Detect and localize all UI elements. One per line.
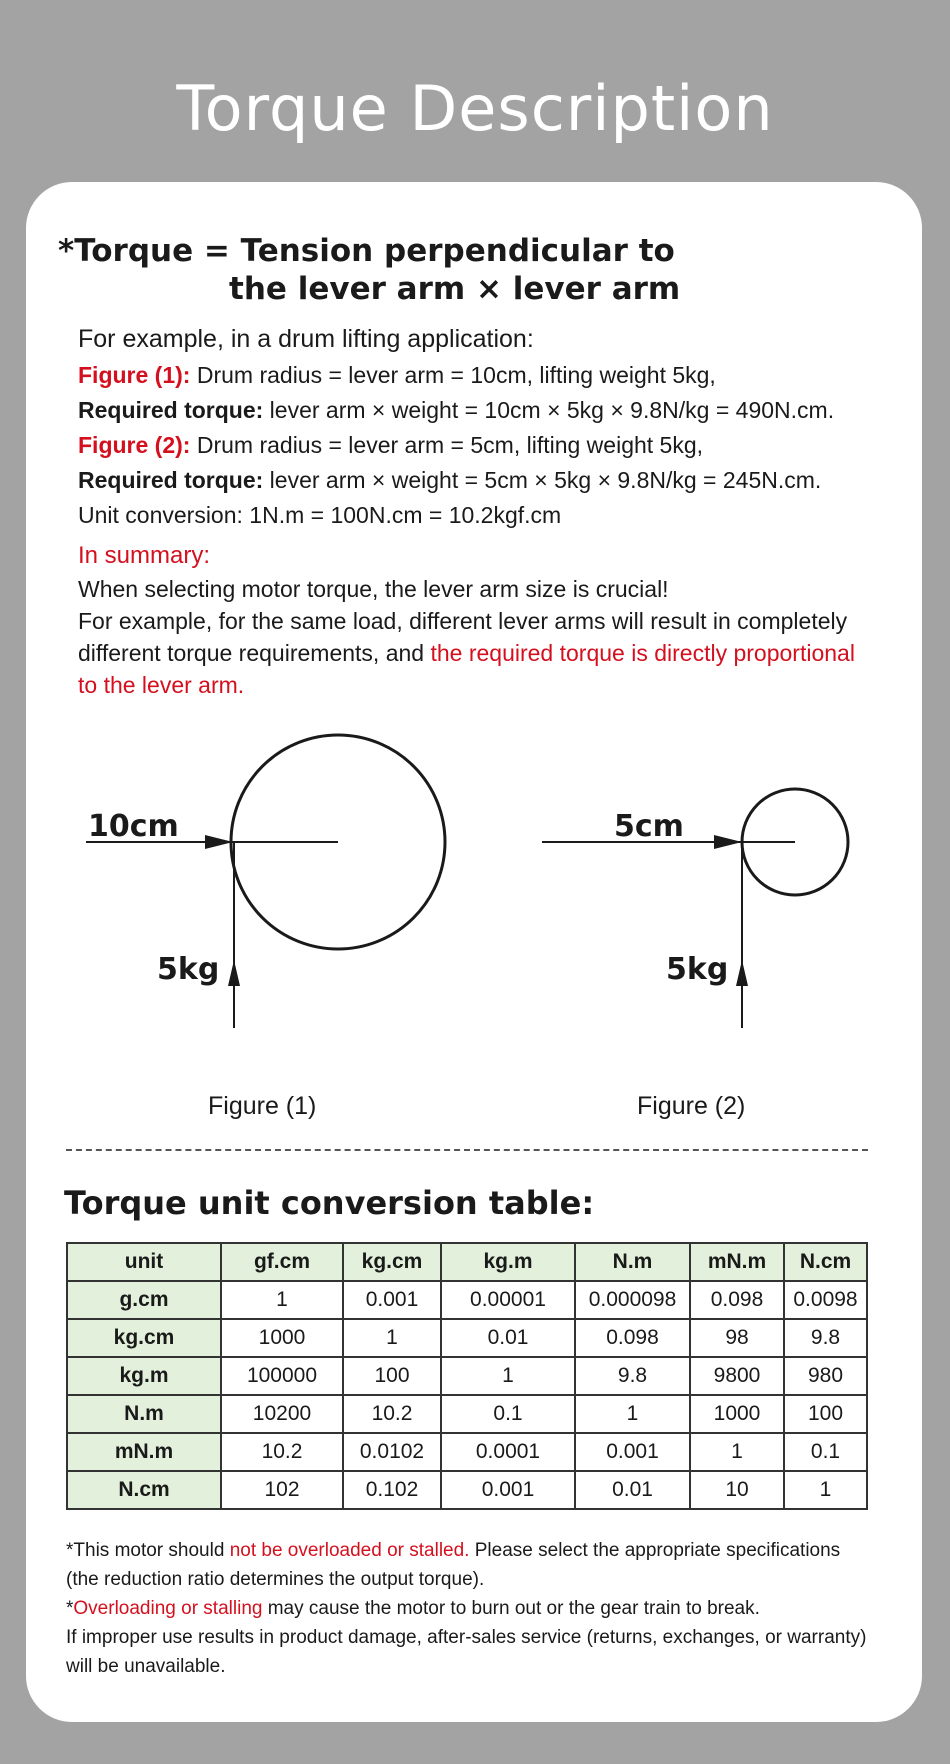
table-row	[67, 1395, 867, 1433]
table-row	[67, 1281, 867, 1319]
table-cell: 980	[784, 1357, 867, 1395]
table-header: unit	[67, 1243, 221, 1281]
note-line-2: (the reduction ratio determines the output torque).	[66, 1569, 485, 1590]
figure1-description	[78, 358, 878, 393]
note-highlight: Overloading or stalling	[73, 1598, 263, 1619]
summary-title: In summary:	[78, 542, 211, 569]
table-body	[67, 1281, 867, 1509]
figure1-arm-label: 10cm	[88, 809, 179, 844]
table-cell: 1	[784, 1471, 867, 1509]
figure1-diagram	[86, 735, 445, 1028]
table-cell: 0.00001	[441, 1281, 575, 1319]
table-cell: 0.0001	[441, 1433, 575, 1471]
torque-formula	[58, 232, 680, 308]
figure2-diagram	[542, 789, 848, 1028]
formula-line-1: *Torque = Tension perpendicular to	[58, 233, 675, 269]
table-cell: 1	[441, 1357, 575, 1395]
required-torque-1-label: Required torque:	[78, 397, 264, 423]
summary-line-4: to the lever arm.	[78, 672, 245, 698]
figure1-lever-arrow	[205, 835, 233, 849]
table-cell: 0.1	[441, 1395, 575, 1433]
note-line-5: will be unavailable.	[66, 1656, 226, 1677]
table-cell: 0.000098	[575, 1281, 690, 1319]
table-row	[67, 1357, 867, 1395]
table-cell: 10.2	[343, 1395, 441, 1433]
warning-notes	[66, 1536, 906, 1681]
table-cell: 0.098	[690, 1281, 784, 1319]
table-cell: 1	[690, 1433, 784, 1471]
row-header: N.m	[67, 1395, 221, 1433]
figure1-weight-label: 5kg	[157, 952, 220, 987]
table-cell: 100	[343, 1357, 441, 1395]
figure2-description	[78, 428, 878, 463]
table-cell: 0.098	[575, 1319, 690, 1357]
figure1-label: Figure (1):	[78, 362, 191, 388]
table-cell: 9.8	[575, 1357, 690, 1395]
row-header: kg.cm	[67, 1319, 221, 1357]
figure2-weight-label: 5kg	[666, 952, 729, 987]
table-cell: 1	[575, 1395, 690, 1433]
table-cell: 0.001	[343, 1281, 441, 1319]
figure2-caption: Figure (2)	[637, 1092, 746, 1120]
table-cell: 0.01	[575, 1471, 690, 1509]
summary-line-1: When selecting motor torque, the lever arm size is crucial!	[78, 576, 669, 602]
required-torque-1	[78, 393, 878, 428]
table-row	[67, 1471, 867, 1509]
page-title: Torque Description	[176, 72, 774, 145]
example-section	[78, 320, 878, 701]
table-cell: 100	[784, 1395, 867, 1433]
figure2-arm-label: 5cm	[614, 809, 684, 844]
table-header: kg.m	[441, 1243, 575, 1281]
section-divider	[66, 1149, 868, 1151]
row-header: mN.m	[67, 1433, 221, 1471]
required-torque-2-text: lever arm × weight = 5cm × 5kg × 9.8N/kg = 245N.cm.	[263, 467, 822, 493]
table-row	[67, 1319, 867, 1357]
table-title: Torque unit conversion table:	[64, 1184, 595, 1222]
table-cell: 1	[221, 1281, 343, 1319]
table-cell: 10.2	[221, 1433, 343, 1471]
formula-line-2: the lever arm × lever arm	[229, 271, 681, 307]
table-header: N.cm	[784, 1243, 867, 1281]
note-highlight: not be overloaded or stalled.	[229, 1540, 470, 1561]
table-cell: 0.0102	[343, 1433, 441, 1471]
table-cell: 98	[690, 1319, 784, 1357]
table-cell: 1000	[690, 1395, 784, 1433]
figure2-lever-arrow	[714, 835, 742, 849]
figure2-text: Drum radius = lever arm = 5cm, lifting weight 5kg,	[190, 432, 704, 458]
table-header-row	[67, 1243, 867, 1281]
note-text: *This motor should	[66, 1540, 230, 1561]
table-cell: 10	[690, 1471, 784, 1509]
required-torque-1-text: lever arm × weight = 10cm × 5kg × 9.8N/kg = 490N.cm.	[263, 397, 835, 423]
conversion-table	[66, 1242, 868, 1510]
figure2-weight-arrow	[736, 960, 748, 986]
row-header: kg.m	[67, 1357, 221, 1395]
required-torque-2-label: Required torque:	[78, 467, 264, 493]
table-cell: 9.8	[784, 1319, 867, 1357]
drum-diagrams	[0, 700, 950, 1040]
row-header: N.cm	[67, 1471, 221, 1509]
table-cell: 102	[221, 1471, 343, 1509]
row-header: g.cm	[67, 1281, 221, 1319]
figure2-label: Figure (2):	[78, 432, 191, 458]
summary-line-3	[78, 637, 878, 669]
note-line-4: If improper use results in product damage, after-sales service (returns, exchanges, or warranty)	[66, 1627, 867, 1648]
figure1-caption: Figure (1)	[208, 1092, 317, 1120]
table-cell: 0.0098	[784, 1281, 867, 1319]
figure1-weight-arrow	[228, 960, 240, 986]
required-torque-2	[78, 463, 878, 498]
summary-highlight: the required torque is directly proportional	[430, 640, 855, 666]
note-line-1	[66, 1536, 906, 1565]
table-row	[67, 1433, 867, 1471]
table-cell: 0.1	[784, 1433, 867, 1471]
table-header: N.m	[575, 1243, 690, 1281]
table-header: kg.cm	[343, 1243, 441, 1281]
summary-line-3-text: different torque requirements, and	[78, 640, 431, 666]
table-cell: 1	[343, 1319, 441, 1357]
table-cell: 0.001	[575, 1433, 690, 1471]
example-lead: For example, in a drum lifting application:	[78, 325, 534, 353]
note-text: may cause the motor to burn out or the gear train to break.	[262, 1598, 760, 1619]
table-header: gf.cm	[221, 1243, 343, 1281]
table-cell: 0.001	[441, 1471, 575, 1509]
table-cell: 100000	[221, 1357, 343, 1395]
table-cell: 0.01	[441, 1319, 575, 1357]
figure1-text: Drum radius = lever arm = 10cm, lifting weight 5kg,	[190, 362, 716, 388]
note-text: *	[66, 1598, 74, 1619]
table-cell: 1000	[221, 1319, 343, 1357]
note-text: Please select the appropriate specifications	[469, 1540, 841, 1561]
table-cell: 10200	[221, 1395, 343, 1433]
table-cell: 9800	[690, 1357, 784, 1395]
note-line-3	[66, 1594, 906, 1623]
summary-line-2: For example, for the same load, different lever arms will result in completely	[78, 608, 848, 634]
unit-conversion-note: Unit conversion: 1N.m = 100N.cm = 10.2kgf.cm	[78, 502, 562, 528]
table-cell: 0.102	[343, 1471, 441, 1509]
table-header: mN.m	[690, 1243, 784, 1281]
